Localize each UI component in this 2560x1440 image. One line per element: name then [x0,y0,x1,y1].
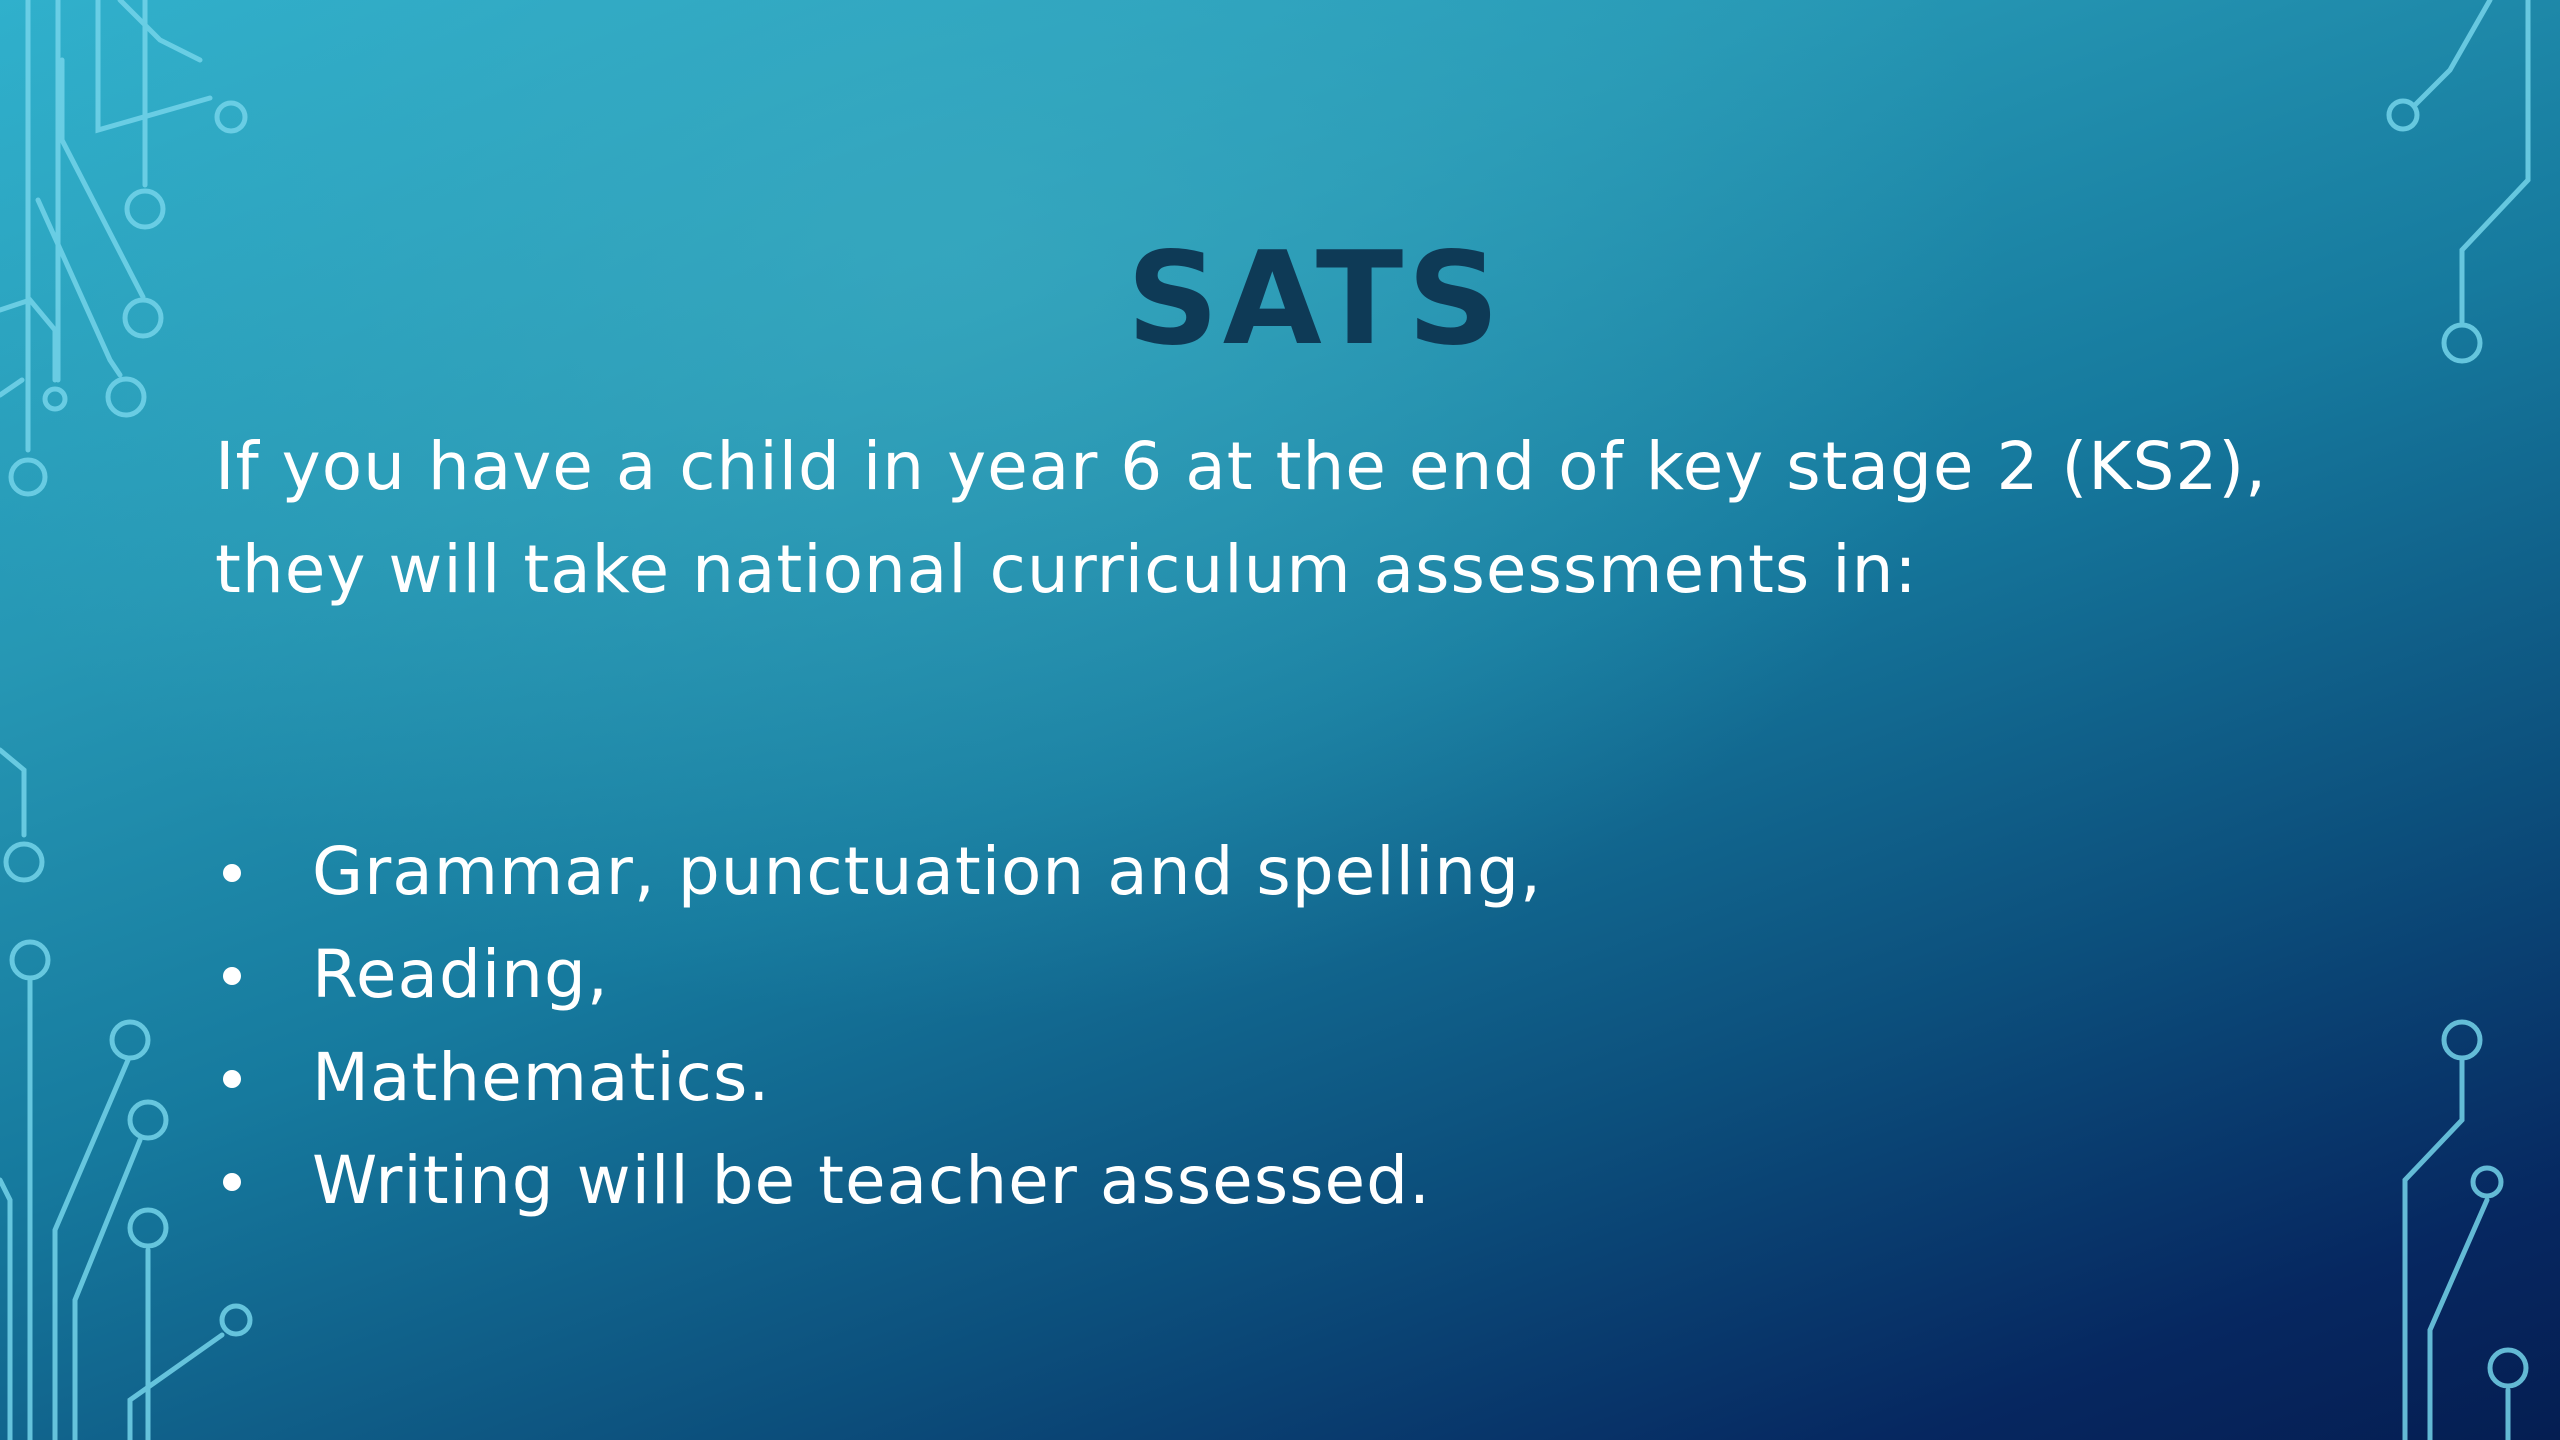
bullet-icon [223,967,241,985]
assessment-list [215,820,1542,1232]
list-item-text: Mathematics. [312,1039,771,1116]
intro-paragraph [215,415,2415,621]
intro-line-1: If you have a child in year 6 at the end of key stage 2 (KS2), [215,428,2268,505]
intro-line-2: they will take national curriculum assessments in: [215,531,1918,608]
list-item [215,820,1542,923]
slide-title: SATS [1126,224,1504,374]
bullet-icon [223,1070,241,1088]
list-item-text: Writing will be teacher assessed. [312,1142,1431,1219]
bullet-icon [223,1173,241,1191]
bullet-icon [223,864,241,882]
list-item-text: Grammar, punctuation and spelling, [312,833,1542,910]
list-item [215,923,1542,1026]
list-item [215,1129,1542,1232]
list-item-text: Reading, [312,936,609,1013]
list-item [215,1026,1542,1129]
